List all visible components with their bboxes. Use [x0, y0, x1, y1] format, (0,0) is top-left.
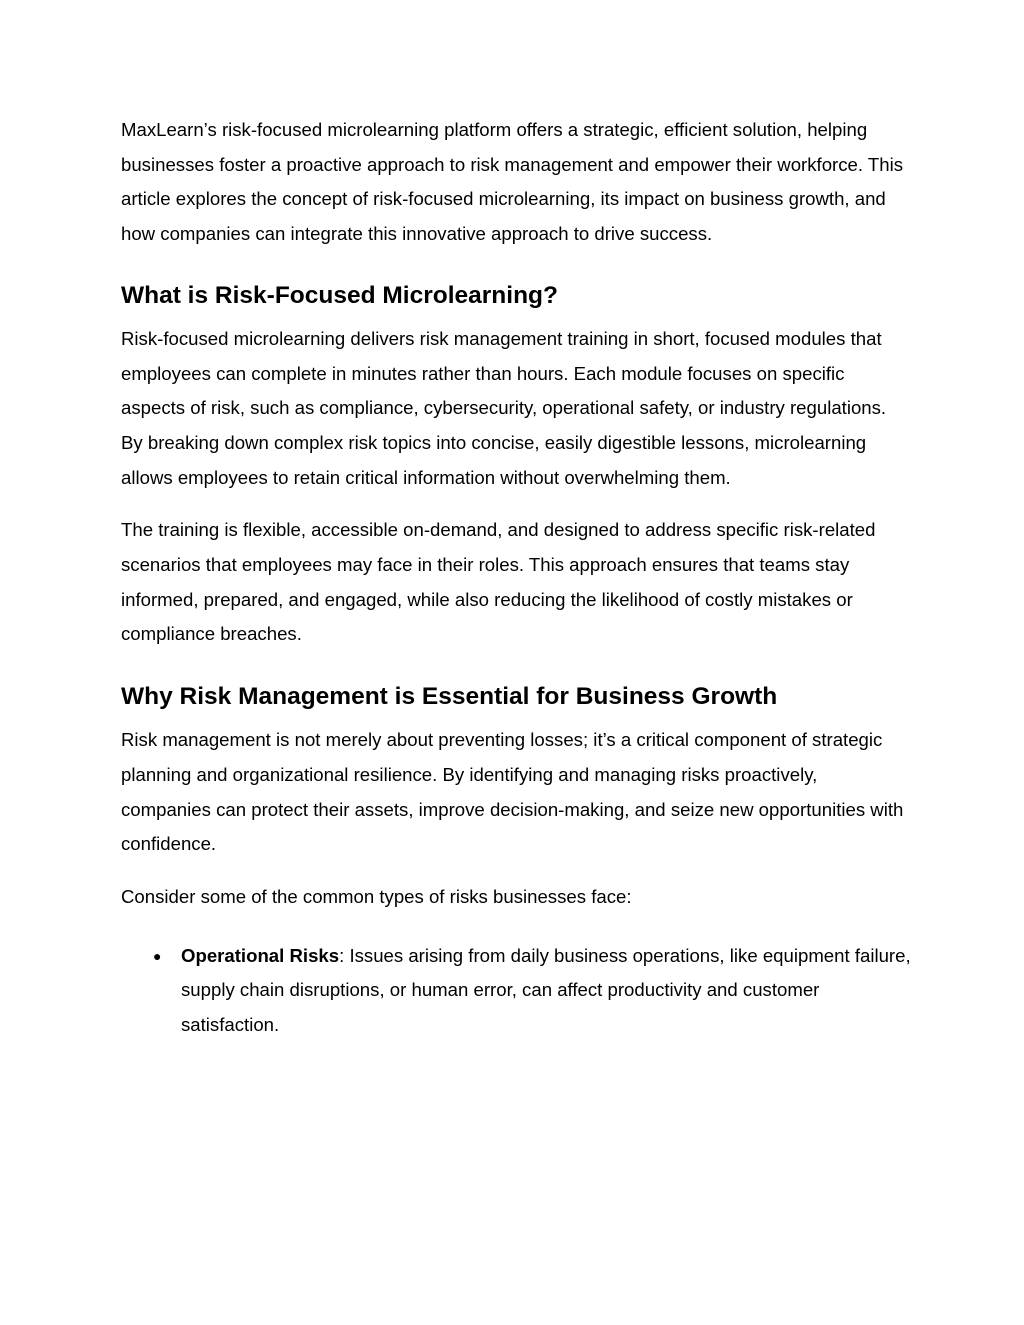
- section1-paragraph-1: Risk-focused microlearning delivers risk management training in short, focused modules that employees can complete in minutes rather than hours. Each module focuses on specific aspects of risk, such as compliance, cybersecurity, operational safety, or industry regulations. By breaking down complex risk topics into concise, easily digestible lessons, microlearning allows employees to retain critical information without overwhelming them.: [121, 327, 887, 488]
- section-heading-what-is: What is Risk-Focused Microlearning?: [121, 281, 558, 309]
- bullet-term: Operational Risks: [181, 944, 340, 966]
- section1-paragraph-2: The training is flexible, accessible on-demand, and designed to address specific risk-related scenarios that employees may face in their roles. This approach ensures that teams stay informed, prepared, and engaged, while also reducing the likelihood of costly mistakes or compliance breaches.: [121, 519, 876, 645]
- section2-paragraph-1: Risk management is not merely about preventing losses; it’s a critical component of strategic planning and organizational resilience. By identifying and managing risks proactively, companies can protect their assets, improve decision-making, and seize new opportunities with confidence.: [121, 729, 904, 855]
- section-heading-why-risk: Why Risk Management is Essential for Business Growth: [121, 683, 778, 711]
- risk-types-list: [121, 939, 911, 1043]
- document-page: [121, 113, 911, 1043]
- list-item: [121, 939, 911, 1043]
- bullet-marker: ●: [153, 947, 162, 964]
- intro-paragraph: MaxLearn’s risk-focused microlearning platform offers a strategic, efficient solution, helping businesses foster a proactive approach to risk management and empower their workforce. This article explores the concept of risk-focused microlearning, its impact on business growth, and how companies can integrate this innovative approach to drive success.: [121, 119, 904, 245]
- bullet-text: : Issues arising from daily business operations, like equipment failure, supply chain disruptions, or human error, can affect productivity and customer satisfaction.: [181, 944, 911, 1036]
- section2-paragraph-2: Consider some of the common types of risks businesses face:: [121, 885, 632, 907]
